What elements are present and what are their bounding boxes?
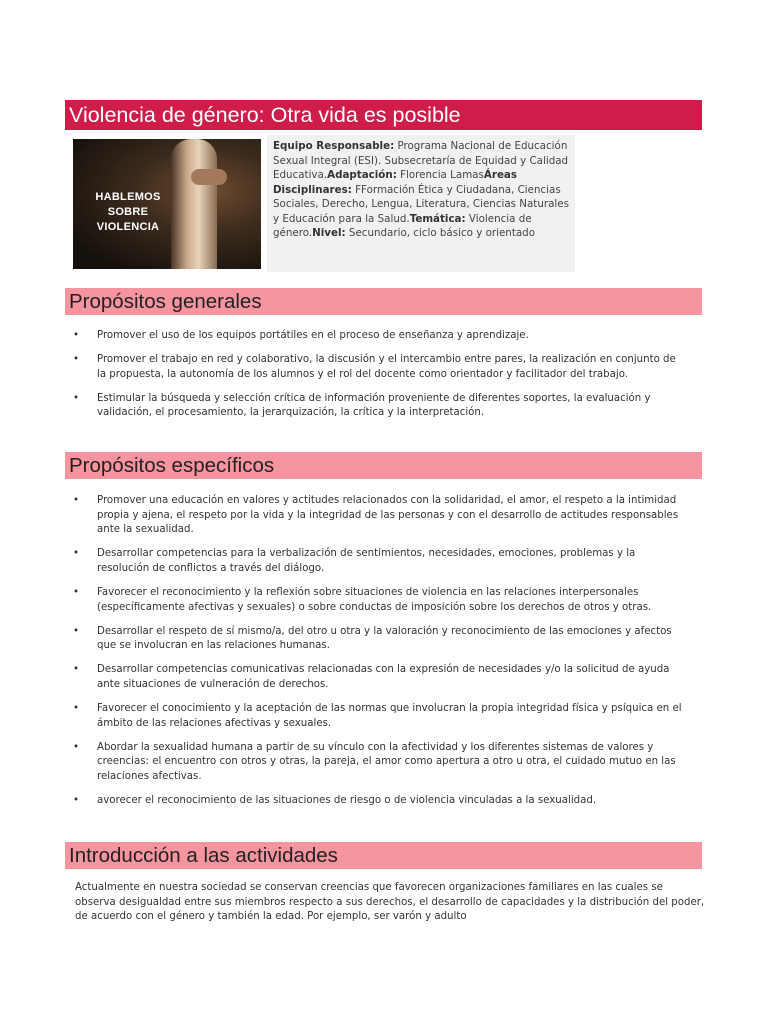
list-item-text: Abordar la sexualidad humana a partir de su vínculo con la afectividad y los diferentes sistemas de valores y creencias: el encuentro con otros y otras, la pareja, el amor como apertura a otro u otra, el cuidado mutuo en las relaciones afectivas. [97, 741, 676, 782]
list-item [73, 702, 683, 731]
bullet: • [73, 625, 80, 637]
bullet: • [73, 664, 80, 676]
nivel-value: Secundario, ciclo básico y orientado [345, 227, 536, 239]
tematica-label: Temática: [409, 212, 466, 225]
list-item-text: Favorecer el reconocimiento y la reflexión sobre situaciones de violencia en las relaciones interpersonales (específicamente afectivas y sexuales) o sobre conductas de imposición sobre los derechos de otros y otras. [97, 586, 652, 613]
list-item [73, 547, 683, 576]
heading-introduccion: Introducción a las actividades [65, 842, 702, 869]
list-item [73, 586, 683, 615]
heading-propositos-generales: Propósitos generales [65, 288, 702, 315]
list-item-text: Desarrollar competencias comunicativas relacionadas con la expresión de necesidades y/o la solicitud de ayuda ante situaciones de vulneración de derechos. [97, 664, 670, 690]
info-box [267, 135, 575, 272]
bullet: • [73, 586, 80, 598]
list-item [73, 494, 683, 538]
list-propositos-especificos [73, 494, 683, 818]
list-item-text: Favorecer el conocimiento y la aceptación de las normas que involucran la propia integridad física y psíquica en el ámbito de las relaciones afectivas y sexuales. [97, 703, 682, 729]
bullet: • [73, 354, 80, 366]
areas-label: Áreas Disciplinares: [273, 169, 518, 196]
cover-overlay-text [85, 190, 171, 235]
list-item [73, 663, 683, 692]
list-item-text: Promover el uso de los equipos portátiles en el proceso de enseñanza y aprendizaje. [97, 330, 529, 341]
list-item [73, 353, 683, 382]
bullet: • [73, 741, 80, 753]
bullet: • [73, 495, 80, 506]
cover-figure [171, 139, 217, 269]
bullet: • [73, 392, 80, 404]
bullet: • [73, 703, 80, 715]
bullet: • [73, 795, 80, 806]
list-item-text: Estimular la búsqueda y selección crítica de información proveniente de diferentes soportes, la evaluación y validación, el procesamiento, la jerarquización, la crítica y la interpretación. [97, 392, 651, 419]
list-propositos-generales [73, 329, 683, 430]
list-item [73, 329, 683, 344]
list-item-text: Desarrollar el respeto de sí mismo/a, del otro u otra y la valoración y reconocimiento de las emociones y afectos que se involucran en las relaciones humanas. [97, 625, 672, 652]
list-item-text: Promover el trabajo en red y colaborativo, la discusión y el intercambio entre pares, la realización en conjunto de la propuesta, la autonomía de los alumnos y el rol del docente como orientador y facilitador del trabajo. [97, 354, 676, 380]
cover-hand [191, 169, 227, 185]
cover-image [73, 139, 261, 269]
areas-value: FFormación Ética y Ciudadana, Ciencias Sociales, Derecho, Lengua, Literatura, Ciencias Naturales y Educación para la Salud. [273, 183, 569, 225]
list-item-text: Promover una educación en valores y actitudes relacionados con la solidaridad, el amor, el respeto a la intimidad propia y ajena, el respeto por la vida y la integridad de las personas y con el desarrollo de actitudes responsables ante la sexualidad. [97, 495, 679, 536]
list-item [73, 625, 683, 654]
heading-propositos-especificos: Propósitos específicos [65, 452, 702, 479]
list-item [73, 741, 683, 785]
adaptacion-value: Florencia Lamas [396, 169, 484, 181]
intro-paragraph: Actualmente en nuestra sociedad se conservan creencias que favorecen organizaciones familiares en las cuales se observa desigualdad entre sus miembros respecto a sus derechos, el desarrollo de capacidades y la distribución del poder, de acuerdo con el género y también la edad. Por ejemplo, ser varón y adulto [75, 882, 705, 923]
list-item-text: avorecer el reconocimiento de las situaciones de riesgo o de violencia vinculadas a la sexualidad. [97, 795, 597, 806]
nivel-label: Nivel: [312, 227, 346, 239]
cover-line-3: VIOLENCIA [96, 221, 160, 233]
list-item [73, 392, 683, 421]
list-item-text: Desarrollar competencias para la verbalización de sentimientos, necesidades, emociones, problemas y la resolución de conflictos a través del diálogo. [97, 548, 636, 574]
bullet: • [73, 548, 80, 560]
page-title: Violencia de género: Otra vida es posible [65, 100, 702, 130]
tematica-value: Violencia de género. [273, 212, 532, 239]
cover-line-2: SOBRE [107, 206, 149, 218]
bullet: • [73, 330, 80, 341]
equipo-value: Programa Nacional de Educación Sexual Integral (ESI). Subsecretaría de Equidad y Calidad Educativa. [273, 140, 569, 181]
adaptacion-label: Adaptación: [327, 169, 397, 181]
cover-line-1: HABLEMOS [95, 191, 161, 203]
list-item [73, 794, 683, 809]
equipo-label: Equipo Responsable: [273, 140, 395, 152]
